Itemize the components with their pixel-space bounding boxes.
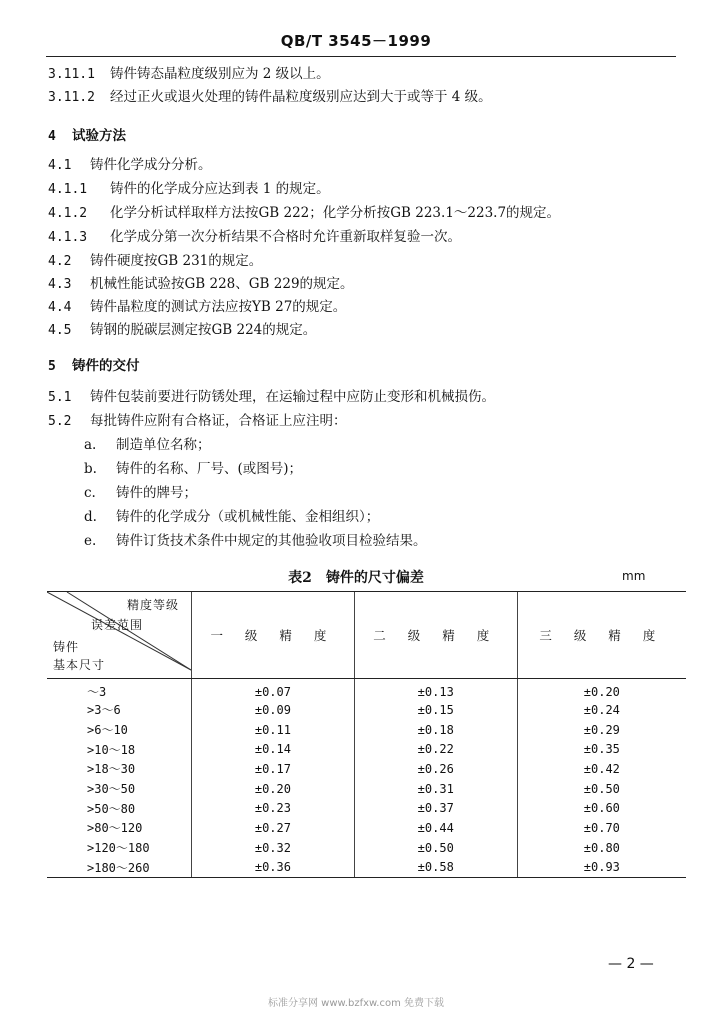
clause-number: 5.1 [48, 390, 72, 405]
clause-number: 4.1 [48, 158, 72, 173]
clause-number: 4.5 [48, 323, 72, 338]
section-5-heading [48, 357, 140, 376]
section-title: 铸件的交付 [72, 358, 140, 374]
size-cell: >3～6 [87, 703, 121, 718]
size-cell: >18～30 [87, 762, 136, 777]
clause-number: 4.1.3 [48, 230, 88, 245]
size-cell: >180～260 [47, 858, 192, 878]
list-item-text: 铸件订货技术条件中规定的其他验收项目检验结果。 [116, 533, 427, 549]
table-row [47, 798, 686, 818]
value-cell: ±0.20 [192, 779, 355, 799]
table-row [47, 759, 686, 779]
clause-text: 化学成分第一次分析结果不合格时允许重新取样复验一次。 [110, 229, 461, 245]
value-cell: ±0.09 [192, 700, 355, 720]
table-row [47, 779, 686, 799]
clause-text: 铸钢的脱碳层测定按GB 224的规定。 [90, 322, 317, 338]
value-cell: ±0.18 [354, 720, 517, 740]
clause-number: 4.2 [48, 254, 72, 269]
clause-4-1-2 [48, 204, 560, 223]
section-4-heading [48, 127, 126, 146]
value-cell: ±0.35 [517, 739, 686, 759]
value-cell: ±0.07 [192, 679, 355, 701]
clause-4-4 [48, 298, 346, 317]
table-header-row [47, 592, 686, 679]
clause-text: 经过正火或退火处理的铸件晶粒度级别应达到大于或等于 4 级。 [110, 89, 492, 105]
clause-text: 铸件化学成分分析。 [90, 157, 212, 173]
value-cell: ±0.11 [192, 720, 355, 740]
value-cell: ±0.70 [517, 818, 686, 838]
list-item-label: a. [84, 437, 97, 453]
size-cell: ～3 [87, 685, 107, 699]
size-cell: >120～180 [87, 841, 150, 856]
list-item-label: d. [84, 509, 97, 525]
value-cell: ±0.15 [354, 700, 517, 720]
clause-4-1 [48, 156, 212, 175]
value-cell: ±0.26 [354, 759, 517, 779]
document-code: QB/T 3545－1999 [280, 32, 432, 50]
value-cell: ±0.60 [517, 798, 686, 818]
clause-number: 3.11.1 [48, 67, 95, 82]
column-header: 三 级 精 度 [517, 592, 686, 679]
list-item [84, 484, 197, 502]
value-cell: ±0.32 [192, 838, 355, 858]
clause-text: 铸件硬度按GB 231的规定。 [90, 253, 263, 269]
clause-text: 化学分析试样取样方法按GB 222；化学分析按GB 223.1～223.7的规定。 [110, 205, 561, 221]
value-cell: ±0.24 [517, 700, 686, 720]
clause-3-11-2 [48, 88, 492, 107]
value-cell: ±0.23 [192, 798, 355, 818]
clause-4-5 [48, 321, 316, 340]
section-title: 试验方法 [72, 128, 126, 144]
value-cell: ±0.44 [354, 818, 517, 838]
clause-number: 5.2 [48, 414, 72, 429]
list-item-text: 铸件的牌号； [116, 485, 197, 501]
list-item-label: e. [84, 533, 97, 549]
list-item [84, 532, 427, 550]
value-cell: ±0.37 [354, 798, 517, 818]
table-row [47, 818, 686, 838]
list-item [84, 508, 379, 526]
value-cell: ±0.20 [517, 679, 686, 701]
list-item-label: b. [84, 461, 97, 477]
clause-3-11-1 [48, 65, 330, 84]
table-unit: mm [622, 569, 646, 583]
clause-number: 3.11.2 [48, 90, 95, 105]
value-cell: ±0.36 [192, 858, 355, 878]
tolerance-table [47, 591, 686, 878]
clause-text: 铸件晶粒度的测试方法应按YB 27的规定。 [90, 299, 347, 315]
corner-label-range: 误差范围 [91, 618, 144, 632]
table-row [47, 739, 686, 759]
clause-number: 4.1.1 [48, 182, 88, 197]
list-item-text: 铸件的化学成分（或机械性能、金相组织）； [116, 509, 380, 525]
value-cell: ±0.31 [354, 779, 517, 799]
value-cell: ±0.14 [192, 739, 355, 759]
clause-number: 4.3 [48, 277, 72, 292]
table-row [47, 858, 686, 878]
clause-4-3 [48, 275, 354, 294]
corner-label-casting: 铸件 [53, 640, 80, 654]
column-header: 一 级 精 度 [192, 592, 355, 679]
table-row [47, 720, 686, 740]
column-header: 二 级 精 度 [354, 592, 517, 679]
header-rule [46, 56, 676, 57]
list-item-text: 铸件的名称、厂号、(或图号)； [116, 461, 303, 477]
value-cell: ±0.80 [517, 838, 686, 858]
clause-4-2 [48, 252, 262, 271]
clause-number: 4.1.2 [48, 206, 88, 221]
footer-watermark: 标准分享网 www.bzfxw.com 免费下载 [268, 998, 444, 1009]
clause-text: 铸件铸态晶粒度级别应为 2 级以上。 [110, 66, 330, 82]
section-number: 5 [48, 359, 56, 374]
section-number: 4 [48, 129, 56, 144]
value-cell: ±0.50 [354, 838, 517, 858]
list-item-text: 制造单位名称； [116, 437, 211, 453]
size-cell: >10～18 [87, 742, 136, 757]
size-cell: >6～10 [87, 723, 128, 738]
size-cell: >80～120 [87, 821, 143, 836]
value-cell: ±0.42 [517, 759, 686, 779]
value-cell: ±0.93 [517, 858, 686, 878]
clause-text: 铸件的化学成分应达到表 1 的规定。 [110, 181, 330, 197]
table-title: 表2 铸件的尺寸偏差 [288, 570, 424, 586]
list-item [84, 460, 302, 478]
table-corner-cell [47, 592, 192, 679]
clause-4-1-3 [48, 228, 461, 247]
clause-5-2 [48, 412, 347, 431]
corner-label-grade: 精度等级 [127, 598, 180, 612]
value-cell: ±0.27 [192, 818, 355, 838]
value-cell: ±0.50 [517, 779, 686, 799]
value-cell: ±0.22 [354, 739, 517, 759]
size-cell: >30～50 [87, 782, 136, 797]
clause-text: 铸件包装前要进行防锈处理，在运输过程中应防止变形和机械损伤。 [90, 389, 495, 405]
list-item [84, 436, 211, 454]
page-number: — 2 — [608, 956, 654, 972]
table-row [47, 838, 686, 858]
value-cell: ±0.17 [192, 759, 355, 779]
value-cell: ±0.29 [517, 720, 686, 740]
size-cell: >50～80 [87, 801, 136, 816]
list-item-label: c. [84, 485, 96, 501]
table-row [47, 679, 686, 701]
corner-label-size: 基本尺寸 [53, 658, 106, 672]
clause-5-1 [48, 388, 495, 407]
clause-number: 4.4 [48, 300, 72, 315]
value-cell: ±0.58 [354, 858, 517, 878]
clause-4-1-1 [48, 180, 330, 199]
table-row [47, 700, 686, 720]
clause-text: 每批铸件应附有合格证，合格证上应注明： [90, 413, 347, 429]
clause-text: 机械性能试验按GB 228、GB 229的规定。 [90, 276, 354, 292]
value-cell: ±0.13 [354, 679, 517, 701]
